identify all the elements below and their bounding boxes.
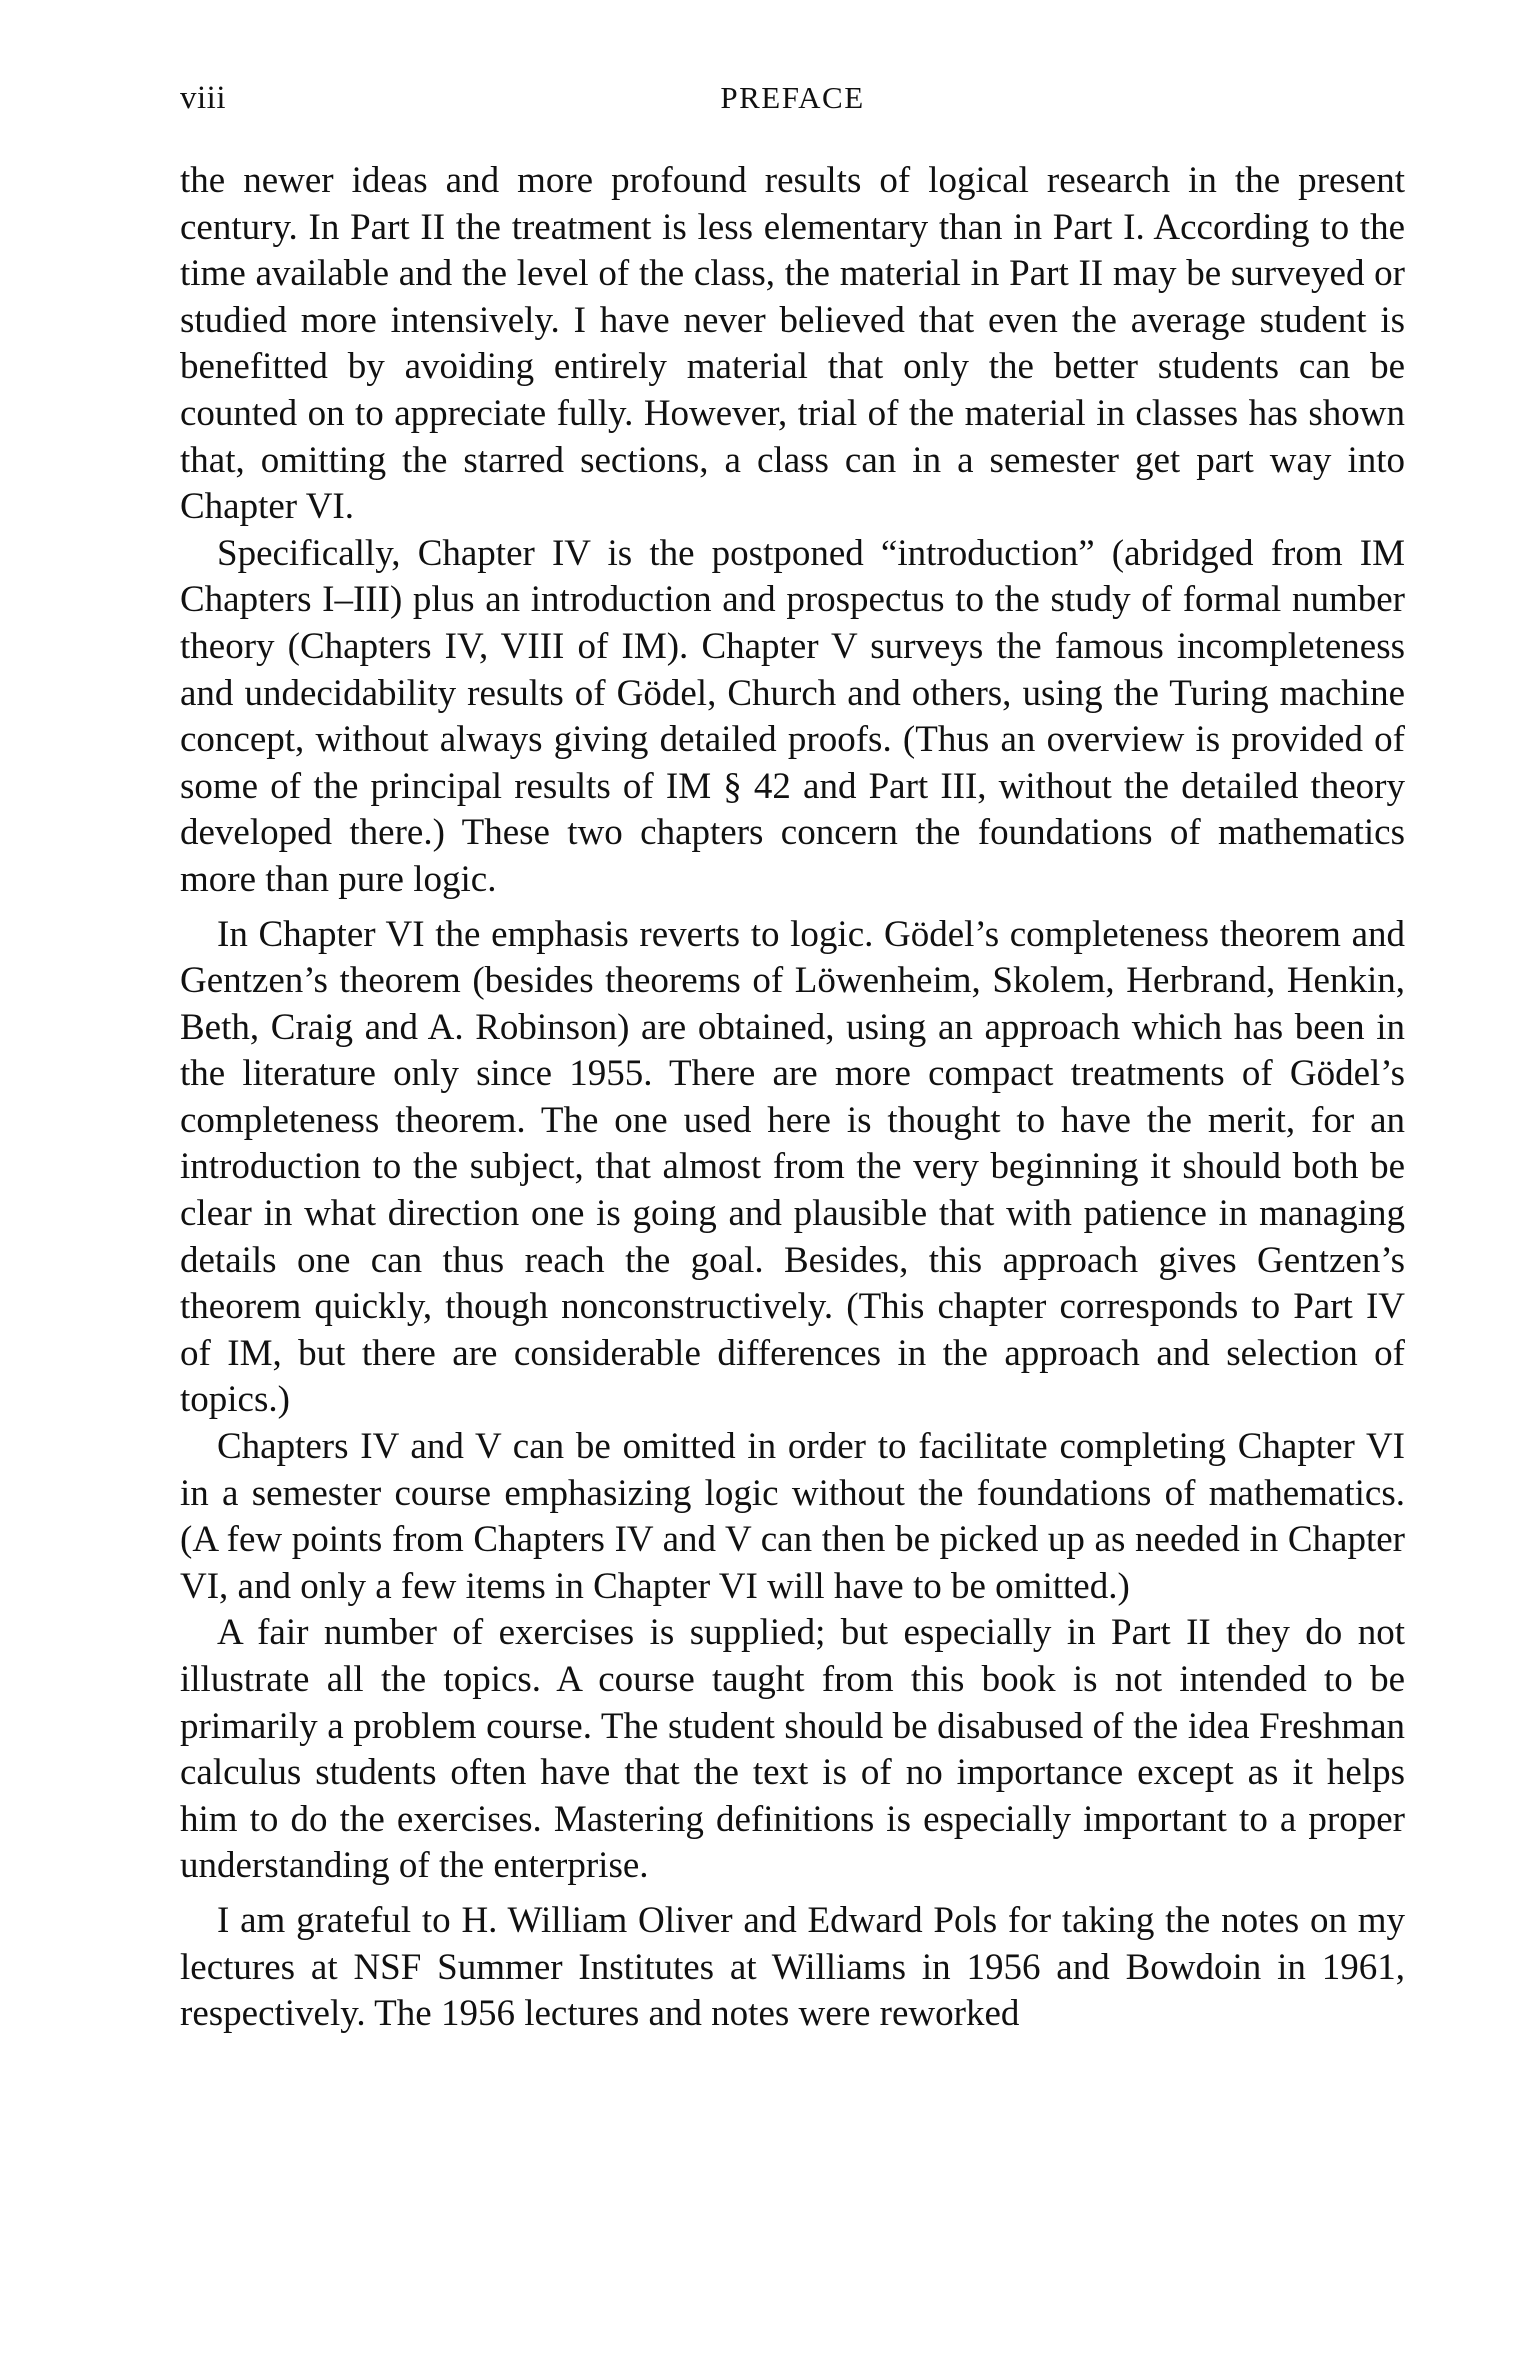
paragraph-chapters-iv-v: Specifically, Chapter IV is the postponed “introduction” (abridged from IM Chapters I–III) plus an introduction and prospectus to the study of formal number theory (Chapters IV, VIII of IM). Chapter V surveys the famous incompleteness and undecidability results of Gödel, Church and others, using the Turing machine concept, without always giving detailed proofs. (Thus an overview is provided of some of the principal results of IM § 42 and Part III, without the detailed theory developed there.) These two chapters concern the foundations of mathematics more than pure logic. [180,532,1405,900]
body-text [180,158,1405,2038]
paragraph-exercises: A fair number of exercises is supplied; but especially in Part II they do not illustrate all the topics. A course taught from this book is not intended to be primarily a problem course. The student should be disabused of the idea Freshman calculus students often have that the text is of no importance except as it helps him to do the exercises. Mastering definitions is especially important to a proper understanding of the enterprise. [180,1612,1405,1887]
page-number: viii [180,80,227,116]
paragraph-omission: Chapters IV and V can be omitted in order to facilitate completing Chapter VI in a semester course emphasizing logic without the foundations of mathematics. (A few points from Chapters IV and V can then be picked up as needed in Chapter VI, and only a few items in Chapter VI will have to be omitted.) [180,1426,1405,1607]
page-header [180,80,1405,120]
paragraph-acknowledgments: I am grateful to H. William Oliver and Edward Pols for taking the notes on my lectures at NSF Summer Institutes at Williams in 1956 and Bowdoin in 1961, respectively. The 1956 lectures and notes were reworked [180,1899,1405,2035]
running-head: PREFACE [720,80,865,115]
paragraph-continued: the newer ideas and more profound results of logical research in the present century. In Part II the treatment is less elementary than in Part I. According to the time available and the level of the class, the material in Part II may be surveyed or studied more intensively. I have never believed that even the average student is benefitted by avoiding entirely material that only the better students can be counted on to appreciate fully. However, trial of the material in classes has shown that, omitting the starred sections, a class can in a semester get part way into Chapter VI. [180,160,1405,528]
paragraph-chapter-vi: In Chapter VI the emphasis reverts to logic. Gödel’s completeness theorem and Gentzen’s theorem (besides theorems of Löwenheim, Skolem, Herbrand, Henkin, Beth, Craig and A. Robinson) are obtained, using an approach which has been in the literature only since 1955. There are more compact treatments of Gödel’s completeness theorem. The one used here is thought to have the merit, for an introduction to the subject, that almost from the very beginning it should both be clear in what direction one is going and plausible that with patience in managing details one can thus reach the goal. Besides, this approach gives Gentzen’s theorem quickly, though nonconstructively. (This chapter corresponds to Part IV of IM, but there are considerable differences in the approach and selection of topics.) [180,913,1405,1421]
